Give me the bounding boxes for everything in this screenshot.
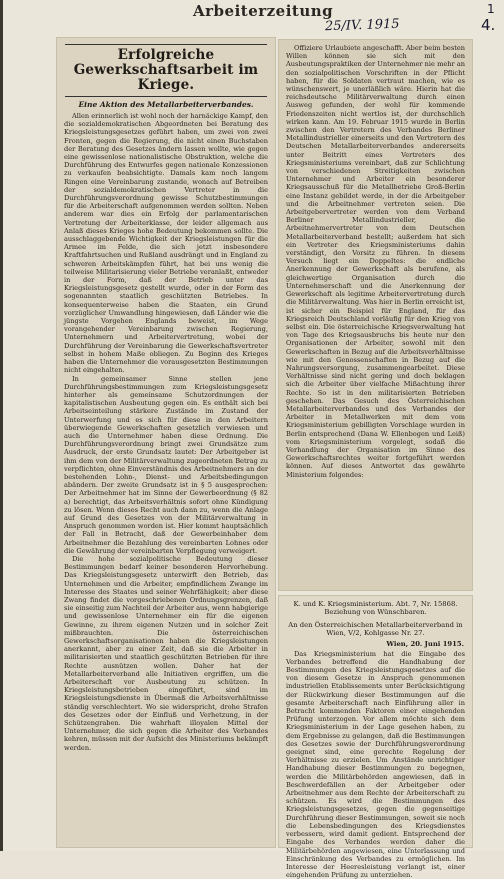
masthead: Arbeiterzeitung xyxy=(193,2,334,20)
article-right-column-top xyxy=(279,40,472,590)
handwritten-page-number: 4. xyxy=(481,16,496,34)
letter-dateline: Wien, 20. Juni 1915. xyxy=(386,639,464,648)
handwritten-date: 25/IV. 1915 xyxy=(324,16,400,35)
corner-mark: 1 xyxy=(487,2,495,16)
article-headline: Erfolgreiche Gewerkschaftsarbeit im Kriege. xyxy=(65,44,267,97)
article-body-left xyxy=(64,112,268,752)
paragraph: Allen erinnerlich ist wohl noch der harnäckige Kampf, den die sozialdemokratischen Abgeordneten bei Beratung des Kriegsleistungsgesetzes geführt haben, um zwei von zwei Fronten, gegen die Regierung, die nicht einen Buchstaben der Beratung des Gesetzes ändern lassen wollte, wie gegen eine gewissenlose nationalistische Obstruktion, welche die Durchführung des Entwurfes gegen nationale Konzessionen zu verkaufen beabsichtigte. Damals kam noch langem Ringen eine Vereinbarung zustande, wonach auf Betreiben der sozialdemokratischen Vertreter in die Durchführungsverordnung gewisse Schutzbestimmungen für die Arbeiterschaft aufgenommen werden sollten. Neben anderem war dies ein Erfolg der parlamentarischen Vertretung der Arbeiterklasse, der leider allgemach aus Anlaß dieses Krieges hohe Bedeutung bekommen sollte. Die ausschlaggebende Wichtigkeit der Kriegsleistungen für die Armee im Felde, die sich jetzt insbesondere Kraftfahrtsuchen und Rußland ausdrängt und in England zu schweren Arbeitskämpfen führt, hat bei uns wenig die teilweise Militarisierung vieler Betriebe veranlaßt, entweder in der Form, daß der Betrieb unter das Kriegsleistungsgesetz gestellt wurde, oder in der Form des sogenannten staatlich geschützten Betriebes. In konsequenterweise haben die Staaten, ein Grund vorzüglicher Umwandlung hingewiesen, daß Länder wie die jüngste Vorgehen Englands beweist, im Wege vorangehender Vereinbarung zwischen Regierung, Unternehmern und Arbeitervertretung, wobei der Durchführung der Vereinbarung die Gewerkschaftsvertreter selbst in hohem Maße obliegen. Zu Beginn des Krieges haben die Unternehmer die vorausgesetzten Bestimmungen nicht eingehalten. xyxy=(64,112,268,375)
paragraph: Die hohe sozialpolitische Bedeutung dieser Bestimmungen bedarf keiner besonderen Hervorhebung. Das Kriegsleistungsgesetz unterwirft den Betrieb, das Unternehmen und die Arbeiter, empfindlichem Zwange im Interesse des Staates und seiner Wehrfähigkeit; aber diese Zwang findet die vorgeschriebenen Ordnungsgrenzen, daß sie einseitig zum Nachteil der Arbeiter aus, wenn habgierige und gewissenlose Unternehmer ein für die eigenen Gewinne, zu ihrem eigenen Nutzen und in solcher Zeit mißbrauchten. Die österreichischen Gewerkschaftsorganisationen haben die Kriegsleistungen anerkannt, aber zu einer Zeit, daß sie die Arbeiter in militarisierten und staatlich geschützten Betrieben für ihre Rechte ausnützen wollen. Daher hat der Metallarbeiterverband alle Initiativen ergriffen, um die Arbeiterschaft vor Ausbeutung zu schützen. In Kriegsleistungsbetrieben eingeführt, sind im Kriegsleistungsdienste in Übermaß die Arbeitsverhältnisse ständig verschlechtert. Wo sie widerspricht, drohe Strafen des Gesetzes oder der Einfluß und Verhetzung, in der Schützengraben. Die wahrhaft illoyalen Mittel der Unternehmer, die sich gegen die Arbeiter des Verbandes kehren, müssen mit der Aufsicht des Ministeriums bekämpft werden. xyxy=(64,554,269,752)
article-subhead: Eine Aktion des Metallarbeiterverbandes. xyxy=(78,100,254,109)
letter-recipient: An den Österreichischen Metallarbeiterverband in Wien, V/2, Kohlgasse Nr. 27. xyxy=(288,620,463,638)
paragraph: In gemeinsamer Sinne stellen jene Durchführungsbestimmungen zum Kriegsleistungsgesetz hinterher als gemeinsame Schutzordnungen der kapitalistischen Ausbeutung gegen ein. Es enthält sich bei Arbeitseinteilung stärkere Zustände im Zustand der Unterwerfung und es sich für diese in den Arbeitern überwiegende Gewerkschaften gesetzlich verwiesen und auch die Unternehmer haben diese Ordnung. Die Durchführungsverordnung bringt zwei Grundsätze zum Ausdruck, der erste Grundsatz lautet: Der Arbeitgeber ist ihm dem von der Militärverwaltung zugeordneten Betrag zu verpflichten, ohne Einverständnis des Arbeitnehmers an der bestehenden Lohn-, Dienst- und Arbeitsbedingungen abändern. Der zweite Grundsatz ist in § 5 ausgesprochen: Der Arbeitnehmer hat im Sinne der Gewerbeordnung (§ 82 a) berechtigt, das Arbeitsverhältnis sofort ohne Kündigung zu lösen. Wenn dieses Recht auch dann zu, wenn die Anlage auf Grund des Gesetzes von der Militärverwaltung in Anspruch genommen worden ist. Hier kommt hauptsächlich der Fall in Betracht, daß der Gewerbeinhaber dem Arbeitnehmer die Bezahlung des vereinbarten Lohnes oder die Gewährung der vereinbarten Verpflegung verweigert. xyxy=(64,374,268,555)
article-right-column-bottom xyxy=(279,596,472,879)
paragraph: Das Kriegsministerium hat die Eingabe des Verbandes betreffend die Handhabung der Bestimmungen des Kriegsleistungsgesetzes auf die von diesem Gesetze in Anspruch genommenen industriellen Etablissements unter Berücksichtigung der Rückwirkung dieser Bestimmungen auf die gesamte Arbeiterschaft nach Einführung aller in Betracht kommenden Faktoren einer eingehenden Prüfung unterzogen. Vor allem möchte sich dem Kriegsministerium in der Lage gesehen haben, zu dem Ergebnisse zu gelangen, daß die Bestimmungen des Gesetzes sowie der Durchführungsverordnung geeignet sind, eine gerechte Regelung der Verhältnisse zu erzielen. Um Anstände unrichtiger Handhabung dieser Bestimmungen zu begegnen, werden die Militärbehörden angewiesen, daß in Beschwerdefällen an der Arbeitgeber oder Arbeitnehmer aus dem Rechte der Arbeiterschaft zu schützen. Es wird die Bestimmungen des Kriegsleistungsgesetzes, gegen die gegenseitige Durchführung dieser Bestimmungen, soweit sie noch die Lebensbedingungen des Kriegsdienstes verbessern, wird damit gedient. Entsprechend der Eingabe des Verbandes werden daher die Militärbehörden angewiesen, eine Unterlassung und Einschränkung des Verbandes zu ermöglichen. Im Interesse der Heeresleistung verlangt ist, einer eingehenden Prüfung zu unterziehen. xyxy=(286,649,465,879)
article-body-right xyxy=(286,44,465,479)
decree-number: K. und K. Kriegsministerium. Abt. 7, Nr. 15868. Beziehung von Wünschbaren. xyxy=(293,600,458,617)
article-left-column xyxy=(57,38,275,847)
letter-body xyxy=(286,650,465,879)
paragraph: Offiziere Urlaubiete angeschafft. Aber beim besten Willen können sie sich mit den Ausbeutungspraktiken der Unternehmer nie mehr an den sozialpolitischen Vorschriften in der Pflicht haben, für die Soldaten vertraut machen, wie es wünschenswert, je unerläßlich wäre. Hierin hat die reichsdeutsche Militärverwaltung durch einen Ausweg gefunden, der wohl für kommende Friedenszeiten nicht wertlos ist, der durchschlich wirken kann. Am 19. Februar 1915 wurde in Berlin zwischen den Vertretern des Verbandes Berliner Metallindustrieller einerseits und den Vertretern des Deutschen Metallarbeiterverbandes andererseits unter Beitritt eines Vertreters des Kriegsministeriums vereinbart, daß zur Schlichtung von verschiedenen Streitigkeiten zwischen Unternehmer und Arbeiter ein besonderer Kriegsausschuß für die Metallbetriebe Groß-Berlin eine Instanz gebildet werde, in der die Arbeitgeber und die Arbeitnehmer vertreten seien. Die Arbeitgebervertreter werden von dem Verband Berliner Metallindustrieller, die Arbeitnehmervertreter von dem Deutschen Metallarbeiterverband bestellt; außerdem hat sich ein Vertreter des Kriegsministeriums dahin verständigt, den Vorsitz zu führen. In diesem Versuch liegt ein Doppeltes: die endliche Anerkennung der Gewerkschaft als berufene, als gleichwertige Organisation durch die Unternehmerschaft und die Anerkennung der Gewerkschaft als legitime Arbeitervertretung durch die Militärverwaltung. Was hier in Berlin erreicht ist, ist sicher ein Beispiel für England, für das Kriegsreich Deutschland vorläufig für den Krieg von selbst ein. Die österreichische Kriegsverwaltung hat von Tage des Kriegsausbruchs bis heute nur den Organisationen der Arbeiter, sowohl mit den Gewerkschaften in Bezug auf die Arbeitsverhältnisse wie mit den Genossenschaften in Bezug auf die Nahrungsversorgung, zusammengearbeitet. Diese Verhältnisse sind nicht gering und doch beklagen sich die Arbeiter über vielfache Mißachtung ihrer Rechte. So ist in den militarisierten Betrieben geschehen. Das Gesuch des Österreichischen Metallarbeiterverbandes und des Verbandes der Arbeiter in Metallwerken mit dem vom Kriegsministerium gebilligten Vorschlage wurden in Berlin entsprechend (Dana W. Ellenbogen und Leiß) vom Kriegsministerium vorgelegt, sodaß die Verhandlung der Organisation im Sinne des Gewerkschaftsrechtes weiter fortgeführt werden können. Auf dieses Antwortet das gewährte Ministerium folgendes: xyxy=(286,44,465,479)
